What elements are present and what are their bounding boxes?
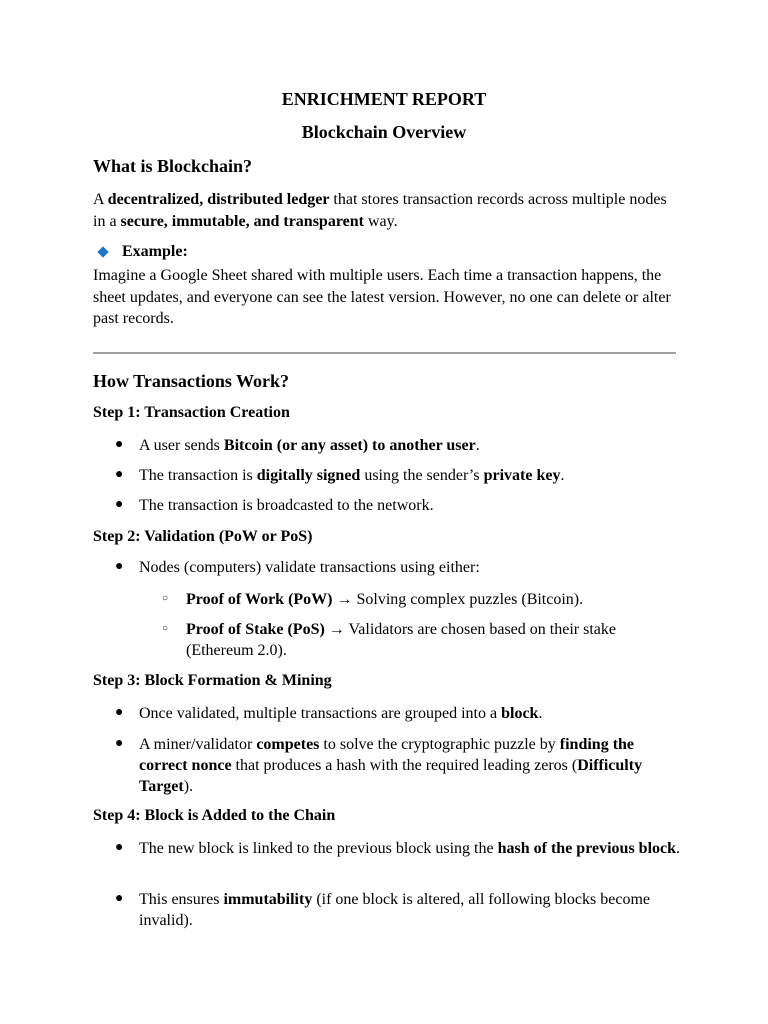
example-label: Example: — [122, 243, 188, 260]
report-title: ENRICHMENT REPORT — [281, 89, 487, 109]
bullet-icon: ● — [115, 840, 124, 855]
report-subtitle: Blockchain Overview — [301, 122, 467, 142]
list-item: Proof of Work (PoW) → Solving complex puzzles (Bitcoin). — [186, 591, 584, 608]
example-paragraph: Imagine a Google Sheet shared with multiple users. Each time a transaction happens, the sheet updates, and everyone can see the latest version. However, no one can delete or alter past records. — [93, 267, 671, 327]
step2-title: Step 2: Validation (PoW or PoS) — [93, 528, 313, 545]
bullet-icon: ● — [115, 736, 124, 751]
list-item: This ensures immutability (if one block is altered, all following blocks become invalid). — [139, 891, 651, 929]
list-item: The new block is linked to the previous block using the hash of the previous block. — [139, 840, 681, 857]
circle-bullet-icon: ○ — [162, 623, 169, 634]
list-item: The transaction is digitally signed using the sender’s private key. — [139, 467, 565, 484]
list-item: A miner/validator competes to solve the cryptographic puzzle by finding the correct nonce that produces a hash with the required leading zeros (Difficulty Target). — [139, 736, 643, 795]
section-divider — [93, 352, 676, 354]
diamond-bullet-icon — [97, 246, 108, 257]
list-item: A user sends Bitcoin (or any asset) to another user. — [139, 437, 480, 454]
bullet-icon: ● — [115, 559, 124, 574]
list-item: Once validated, multiple transactions are grouped into a block. — [139, 705, 543, 722]
bullet-icon: ● — [115, 891, 124, 906]
step3-title: Step 3: Block Formation & Mining — [93, 672, 332, 689]
step1-title: Step 1: Transaction Creation — [93, 404, 290, 421]
list-item: Proof of Stake (PoS) → Validators are chosen based on their stake (Ethereum 2.0). — [186, 621, 616, 659]
bullet-icon: ● — [115, 705, 124, 720]
step4-title: Step 4: Block is Added to the Chain — [93, 807, 336, 824]
bullet-icon: ● — [115, 497, 124, 512]
intro-paragraph: A decentralized, distributed ledger that stores transaction records across multiple nodes in a secure, immutable, and transparent way. — [93, 191, 667, 230]
bullet-icon: ● — [115, 467, 124, 482]
circle-bullet-icon: ○ — [162, 593, 169, 604]
heading-what-is-blockchain: What is Blockchain? — [93, 156, 253, 176]
list-item: Nodes (computers) validate transactions using either: — [139, 559, 480, 576]
list-item: The transaction is broadcasted to the network. — [139, 497, 434, 514]
heading-how-transactions-work: How Transactions Work? — [93, 371, 290, 391]
bullet-icon: ● — [115, 437, 124, 452]
